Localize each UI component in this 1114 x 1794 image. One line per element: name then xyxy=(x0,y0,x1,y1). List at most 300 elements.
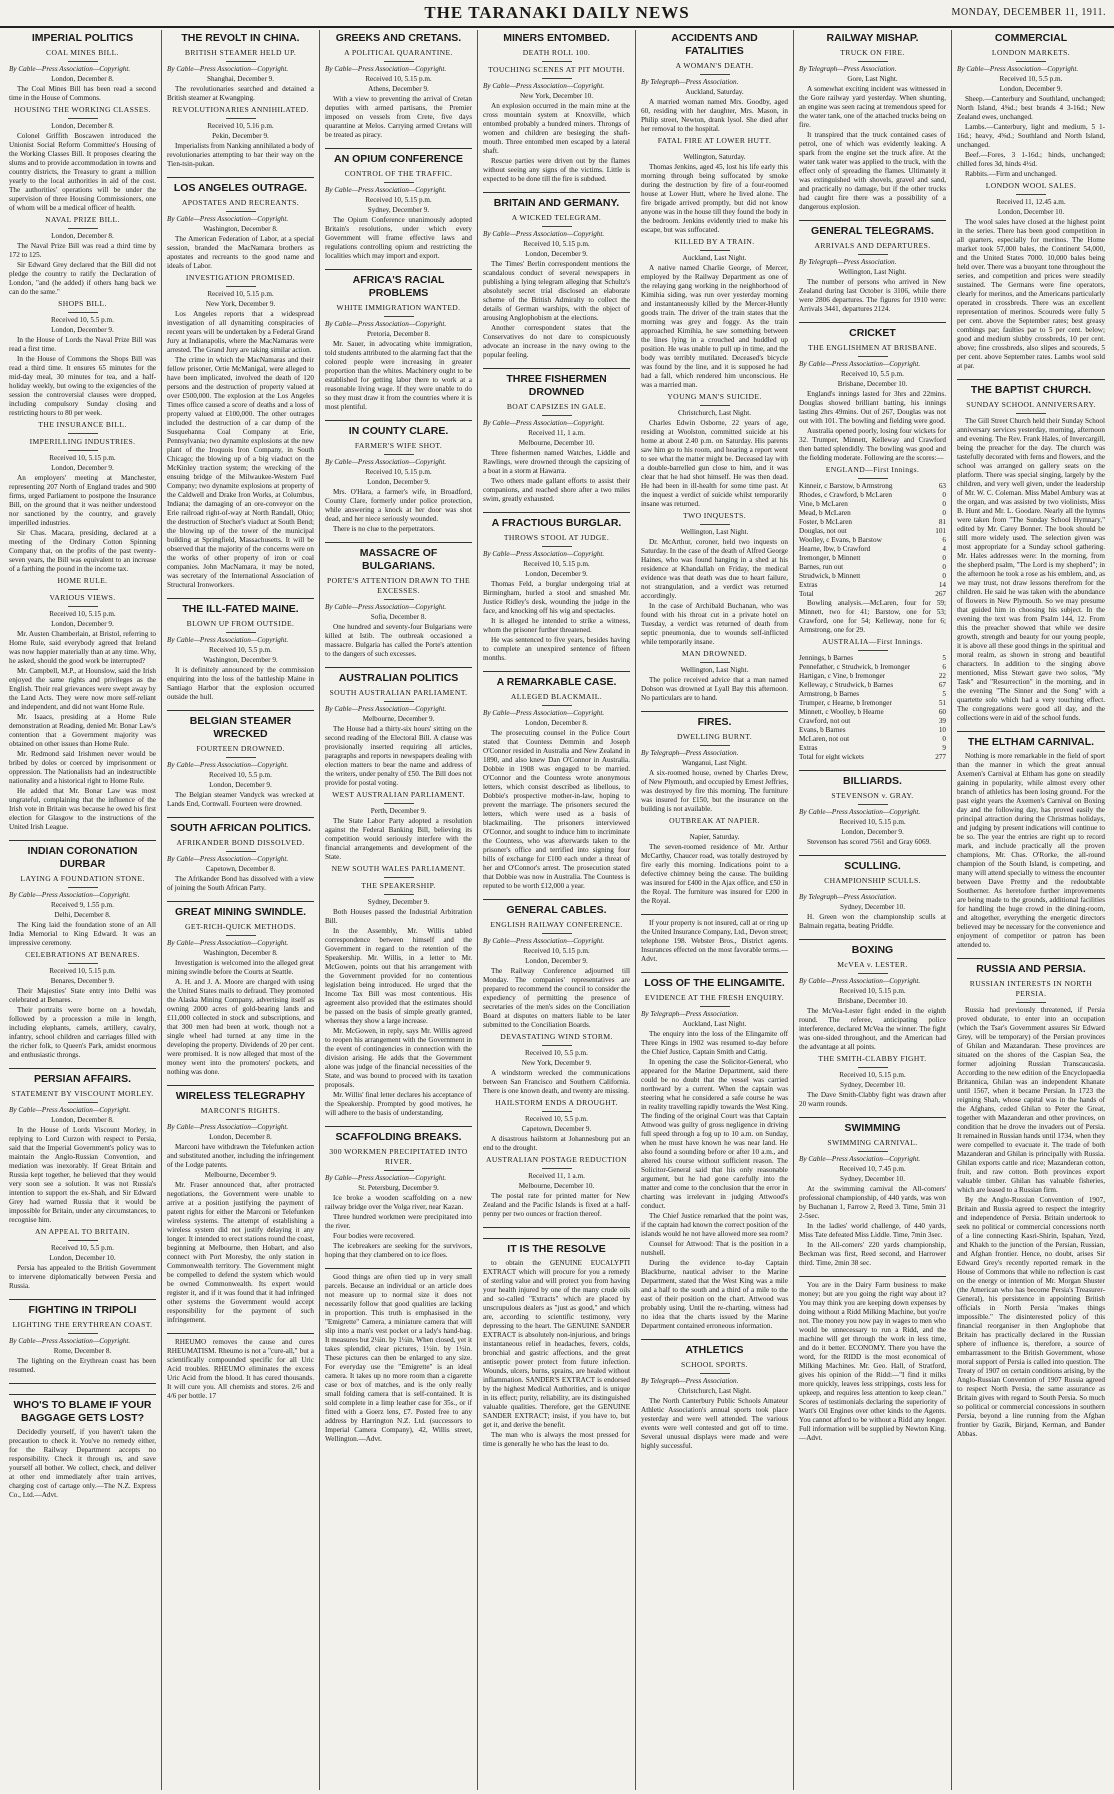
scorecard-row xyxy=(799,545,946,554)
article-dateline: Washington, December 8. xyxy=(203,225,278,233)
article-paragraph: Sir Chas. Macara, presiding, declared at a meeting of the Ordinary Cotton Spinning Company that, on the profits of the past twenty-seven years, the Bill was equivalent to an increase of a farthing the pound in the income tax. xyxy=(9,529,156,573)
article-paragraph: A somewhat exciting incident was witnessed in the Gore railway yard yesterday. When shunting, an engine was seen racing at tremendous speed for the water tank, one of the attached trucks being on fire. xyxy=(799,85,946,129)
article-dateline: Received 10, 5.15 p.m. xyxy=(523,560,590,568)
article-paragraph: The crime in which the MacNamaras and their fellow prisoner, Ortie McManigal, were alleged to have been implicated, involved the death of 120 persons and the destruction of property valued at over £500,000. The explosion at the Los Angeles Times office caused a score of deaths and a loss of property valued at £100,000. The other outrages included the destruction of a car dump of the Susquehanna Coal Company at Erie, Pennsylvania; two dynamite explosions at the new plant of the Iroquois Iron Company, in South Chicago; the blowing up of a big viaduct on the McKinley traction system; the wrecking of the ensuing bridge of the Milwaukee-Western Fuel Company; two dynamite explosions at property of the Caldwell and Drake Iron Works, at Columbus, Indiana; the damaging of an ore-conveyor on the Erie railroad right-of-way at North Randall, Ohio; the destruction of Stecher's viaduct at South Bend; the blowing up of the tower of the municipal building at Springfield, Massachusetts. It will be observed that the majority of the concerns were on the works of other property of iron or coal companies. John MacNamara, it may be noted, was secretary of the International Association of Structural Ironworkers. xyxy=(167,356,314,589)
article-headline: ACCIDENTS AND FATALITIES xyxy=(671,32,758,57)
article-dateline: Washington, December 9. xyxy=(203,656,278,664)
article-headline: LOS ANGELES OUTRAGE. xyxy=(167,177,314,195)
short-rule-divider xyxy=(384,454,414,455)
article-dateline: Christchurch, Last Night. xyxy=(677,409,752,417)
article-paragraph: Their portraits were borne on a howdah, followed by a procession a mile in length, including elephants, camels, artillery, cavalry, infantry, school children and carriages filled with the richer folk, to Queen's Park, amidst enormous and enthusiastic throngs. xyxy=(9,1006,156,1059)
scorecard-row xyxy=(799,726,946,735)
article-headline: MINERS ENTOMBED. xyxy=(503,32,610,44)
article xyxy=(483,368,630,504)
article xyxy=(167,710,314,809)
article-paragraph: The Naval Prize Bill was read a third time by 172 to 125. xyxy=(9,242,156,259)
runs-value: 0 xyxy=(942,735,946,743)
runs-value: 277 xyxy=(935,753,946,761)
runs-value: 14 xyxy=(938,581,946,589)
article-paragraph: Three hundred workmen were precipitated into the river. xyxy=(325,1213,472,1230)
article-dateline: Melbourne, December 10. xyxy=(518,439,595,447)
article-subheading: AFRIKANDER BOND DISSOLVED. xyxy=(176,838,305,847)
short-rule-divider xyxy=(858,889,888,890)
article-dateline: Sydney, December 10. xyxy=(840,1175,905,1183)
article xyxy=(325,542,472,659)
short-rule-divider xyxy=(384,316,414,317)
article-paragraph: It is definitely announced by the commission enquiring into the loss of the battleship Maine in Santiago Harbor that the explosion occurred outside the hull. xyxy=(167,666,314,701)
article-dateline: Received 10, 5.15 p.m. xyxy=(49,610,116,618)
runs-value: 5 xyxy=(942,690,946,698)
article-byline: By Cable—Press Association—Copyright. xyxy=(167,939,289,947)
article-headline: AN OPIUM CONFERENCE xyxy=(325,148,472,166)
batsman-entry: Kelleway, c Strudwick, b Barnes xyxy=(799,681,894,689)
short-rule-divider xyxy=(226,632,256,633)
article-subheading: A WICKED TELEGRAM. xyxy=(511,213,602,222)
scorecard-row xyxy=(799,717,946,726)
article-dateline: Shanghai, December 9. xyxy=(206,75,275,83)
article-dateline: London, December 8. xyxy=(51,1116,114,1124)
article-paragraph: Two others made gallant efforts to assist their companions, and reached shore after a two miles swim, greatly exhausted. xyxy=(483,477,630,503)
article-subheading: HOUSING THE WORKING CLASSES. xyxy=(14,105,151,114)
article xyxy=(641,32,788,703)
batsman-entry: Extras xyxy=(799,581,818,589)
article-paragraph: The Coal Mines Bill has been read a second time in the House of Commons. xyxy=(9,85,156,102)
article-byline: By Cable—Press Association—Copyright. xyxy=(799,360,921,368)
article-paragraph: In the House of Lords Viscount Morley, in replying to Lord Curzon with respect to Persia, said that the Imperial Government's policy was to maintain the Anglo-Russian Convention, and mediation was inexorably. If Great Britain and Russia kept together, he believed that they would very soon see a solution. It was not Russia's intention to support the ex-Shah, and Sir Edward Grey had warned Russia that it would be impossible for Britain, under any circumstances, to recognise him. xyxy=(9,1126,156,1224)
batsman-entry: Total xyxy=(799,590,814,598)
article-byline: By Cable—Press Association—Copyright. xyxy=(483,550,605,558)
short-rule-divider xyxy=(542,78,572,79)
article-subheading: LONDON WOOL SALES. xyxy=(985,181,1077,190)
article-headline: IMPERIAL POLITICS xyxy=(31,32,134,44)
batsman-entry: Armstrong, b Barnes xyxy=(799,690,860,698)
article-byline: By Cable—Press Association—Copyright. xyxy=(325,458,447,466)
article-byline: By Telegraph—Press Association. xyxy=(799,893,897,901)
article-headline: WHO'S TO BLAME IF YOUR BAGGAGE GETS LOST? xyxy=(9,1394,156,1425)
article-headline: THE BAPTIST CHURCH. xyxy=(957,379,1105,397)
article-dateline: Capetown, December 8. xyxy=(205,865,276,873)
article-byline: By Cable—Press Association—Copyright. xyxy=(167,215,289,223)
article-subheading: WEST AUSTRALIAN PARLIAMENT. xyxy=(332,790,465,799)
short-rule-divider xyxy=(384,182,414,183)
article xyxy=(9,840,156,1060)
article-subheading: MARCONI'S RIGHTS. xyxy=(200,1106,281,1115)
news-column xyxy=(952,30,1110,1790)
runs-value: 5 xyxy=(942,654,946,662)
short-rule-divider xyxy=(384,599,414,600)
article-dateline: Received 11, 12.45 a.m. xyxy=(996,198,1066,206)
batsman-entry: Kinneir, c Barstow, b Armstrong xyxy=(799,482,893,490)
article-dateline: Received 10, 5.5 p.m. xyxy=(525,1049,588,1057)
article-paragraph: Mrs. O'Hara, a farmer's wife, in Broadford, County Clare, formerly under police protection, while answering a knock at her door was shot dead, and her niece seriously wounded. xyxy=(325,488,472,523)
short-rule-divider xyxy=(226,61,256,62)
article-headline: LOSS OF THE ELINGAMITE. xyxy=(641,972,788,990)
article-byline: By Cable—Press Association—Copyright. xyxy=(167,65,289,73)
article-byline: By Cable—Press Association—Copyright. xyxy=(483,230,605,238)
runs-value: 267 xyxy=(935,590,946,598)
short-rule-divider xyxy=(226,211,256,212)
article-subheading: COAL MINES BILL. xyxy=(46,48,119,57)
scorecard-row xyxy=(799,554,946,563)
article-paragraph: The man who is always the most pressed for time is generally he who has the least to do. xyxy=(483,1431,630,1448)
article-paragraph: Ice broke a wooden scaffolding on a new railway bridge over the Volga river, near Kazan. xyxy=(325,1194,472,1211)
article-paragraph: Mr. Austen Chamberlain, at Bristol, referring to Home Rule, said everybody agreed that Ireland was now happier materially than at any time. Why, he asked, should the good work be interrupted? xyxy=(9,630,156,665)
article-dateline: Pekin, December 9. xyxy=(212,132,269,140)
short-rule-divider xyxy=(858,650,888,651)
advertisement xyxy=(167,1333,314,1401)
article-paragraph: An employers' meeting at Manchester, representing 207 North of England trades and 900 firms, urged Parliament to postpone the Insurance Bill, on the ground that it was neither understood nor sanctioned by the country, and gravely imperilled industries. xyxy=(9,474,156,527)
batsman-entry: Hearne, lbw, b Crawford xyxy=(799,545,871,553)
article-dateline: Christchurch, Last Night. xyxy=(677,1387,752,1395)
article-paragraph: Lambs.—Canterbury, light and medium, 5 1-16d.; heavy, 4⅝d.; Southland and North Island, unchanged. xyxy=(957,123,1105,149)
scorecard-row xyxy=(799,509,946,518)
article-subheading: LONDON MARKETS. xyxy=(991,48,1071,57)
article-paragraph: The wool sales have closed at the highest point in the series. There has been good competition in all quarters, especially for merinos. The Home market took 57,000 bales, the Continent 54,000, and the United States 7000. 10,000 bales being held over. There was a buoyant tone throughout the series, and competition and prices were steadily sustained. The Germans were fine operators, clearly for merinos, and the Americans particularly operated in crossbreds. There was an excellent representation of merinos. Scoureds were fully 5 per cent. above the September rates; best greasy combings par; faulties par to 5 per cent. below; good and medium slubby crossbreds, 10 per cent. above; fine crossbreds, also slipes and scoureds, 5 per cent. above September rates. Lambs wool sold at par. xyxy=(957,218,1105,370)
article xyxy=(9,1299,156,1375)
article xyxy=(641,711,788,906)
runs-value: 0 xyxy=(942,491,946,499)
article-subheading: CELEBRATIONS AT BENARES. xyxy=(25,950,140,959)
article-headline: BOXING xyxy=(799,939,946,957)
batsman-entry: Strudwick, b Minnett xyxy=(799,572,861,580)
article-paragraph: The Railway Conference adjourned till Monday. The companies' representatives are prepared to recommend the council to consider the expediency of permitting the presence of secretaries of the men's sides on the Conciliation Board at disputes on matters liable to be later submitted to the Conciliation Boards. xyxy=(483,967,630,1029)
short-rule-divider xyxy=(384,894,414,895)
article xyxy=(483,32,630,184)
short-rule-divider xyxy=(700,405,730,406)
article-paragraph: The Opium Conference unanimously adopted Britain's resolutions, under which every Government will frame effective laws and regulations controlling opium and restricting the localities which may import and export. xyxy=(325,216,472,260)
short-rule-divider xyxy=(68,228,98,229)
runs-value: 6 xyxy=(942,536,946,544)
article-dateline: New York, December 9. xyxy=(205,300,276,308)
article-dateline: Wellington, Last Night. xyxy=(680,528,749,536)
article-paragraph: A disastrous hailstorm at Johannesburg put an end to the drought. xyxy=(483,1135,630,1152)
advertisement xyxy=(799,1276,946,1443)
article-dateline: Received 10, 5.15 p.m. xyxy=(365,196,432,204)
batsman-entry: Rhodes, c Crawford, b McLaren xyxy=(799,491,893,499)
article xyxy=(957,32,1105,371)
article-subheading: OUTBREAK AT NAPIER. xyxy=(669,816,760,825)
article-paragraph: Mr. Willis' final letter declares his acceptance of the Speakership. Prompted by good motives, he will adhere to the basis of understanding. xyxy=(325,1091,472,1117)
article-paragraph: The Gill Street Church held their Sunday School anniversary services yesterday, morning, afternoon and evening. The Rev. Frank Hales, of Invercargill, being the preacher for the day. The church was tastefully decorated with ferns and flowers, and the school was arranged on gallery seats on the platform. There was special singing, largely by the children, and very well given, under the leadership of Mr. W. C. Coleman. Miss Mabel Ambury was at the organ, and was assisted by two violinists, Miss B. Hunt and Mr. L. Goodare. Nearly all the hymns were taken from "The Sunday School Hymnary," edited by Mr. Carey Bonner. The book should be still more widely used. The selection given was most appropriate for a Sunday school gathering. Mr. Hales addresses were: In the morning, from the shepherd psalm, "The Lord is my shepherd"; in the afternoon he took a rose as his emblem, and, as we may trust, not draw lessons therefrom for the children. He said he was taken with the abundance of flowers in New Plymouth. So we may presume that guided him in choosing his subject. In the evening the text was from Psalm 144, 12. From this the preacher showed that while we desire growth, strength and beauty for our young people, it is above all these good things in the spiritual and moral realm, as shown in strong and beautiful characters. In addition to the singing above mentioned, Miss Stewart gave two solos, "My Task" and "Resurrection" in the morning, and in the evening "The Sinner and the Song" with a quartette solo which had a very touching effect. The congregations were good all day, and the collections were in aid of the school funds. xyxy=(957,417,1105,722)
article-paragraph: England's innings lasted for 3hrs and 22mins. Douglas showed brilliant batting, his innings lasting 2hrs 49mins. Out of 267, Douglas was not out with 101. The bowling and fielding were good. xyxy=(799,390,946,425)
batsman-entry: Mead, b McLaren xyxy=(799,509,851,517)
batsman-entry: Barnes, run out xyxy=(799,563,844,571)
article-paragraph: An explosion occurred in the main mine at the cross mountain system at Knoxville, which entombed probably a hundred miners. Throngs of women and children are besieging the shaft-mouth. Three entombed men escaped by a lateral shaft. xyxy=(483,102,630,155)
runs-value: 51 xyxy=(938,699,946,707)
article-headline: THE ELTHAM CARNIVAL. xyxy=(957,731,1105,749)
article-headline: THREE FISHERMEN DROWNED xyxy=(483,368,630,399)
short-rule-divider xyxy=(68,61,98,62)
article-byline: By Cable—Press Association—Copyright. xyxy=(9,1337,131,1345)
article-paragraph: In the case of Archibald Buchanan, who was found with his throat cut in a private hotel on Tuesday, a verdict was returned of death from septic pneumonia, due to wounds self-inflicted while temporarily insane. xyxy=(641,602,788,646)
article-paragraph: It transpired that the truck contained cases of petrol, one of which was evidently leaking. A spark from the engine set the truck afire. At the water tank water was applied to the truck, with the effect only of spreading the flames. Ultimately it was extinguished with shovels, gravel and sand, and practically no damage, but if the other trucks had caught fire there was a possibility of a dangerous explosion. xyxy=(799,131,946,211)
article-dateline: Melbourne, December 9. xyxy=(362,715,435,723)
article-paragraph: If your property is not insured, call at or ring up the United Insurance Company, Ltd., Devon street; telephone 198. Webster Bros., District agents. Insurances effected on the most favorable terms.—Advt. xyxy=(641,919,788,963)
article-paragraph: The Dave Smith-Clabby fight was drawn after 20 warm rounds. xyxy=(799,1091,946,1108)
short-rule-divider xyxy=(384,877,414,878)
article-paragraph: Mr. Campbell, M.P., at Hounslow, said the Irish enjoyed the same rights and privileges as the English. Their real grievances were swept away by the Land Acts. They were now more self-reliant and independent, and did not want Home Rule. xyxy=(9,667,156,711)
article xyxy=(641,972,788,1331)
article-dateline: Received 10, 5.5 p.m. xyxy=(999,75,1063,83)
article-subheading: DEVASTATING WIND STORM. xyxy=(500,1032,613,1041)
article-dateline: Received 10, 5.15 p.m. xyxy=(839,818,906,826)
article-dateline: Brisbane, December 10. xyxy=(837,380,908,388)
article xyxy=(325,32,472,140)
article-subheading: NEW SOUTH WALES PARLIAMENT. xyxy=(331,864,466,873)
short-rule-divider xyxy=(1016,413,1046,414)
article xyxy=(957,379,1105,723)
runs-value: 6 xyxy=(942,663,946,671)
article-dateline: Received 10, 5.5 p.m. xyxy=(209,646,272,654)
article-paragraph: Imperialists from Nanking annihilated a body of revolutionaries attempting to bar their way on the Tien-tsin-pukan. xyxy=(167,142,314,168)
article-paragraph: Thomas Feld, a burglar undergoing trial at Birmingham, hurled a stool and smashed Mr. Justice Ridley's desk, wounding the judge in the face, and knocking off his wig and spectacles. xyxy=(483,580,630,615)
article-headline: SCAFFOLDING BREAKS. xyxy=(325,1126,472,1144)
article-headline: COMMERCIAL xyxy=(994,32,1068,44)
article-paragraph: He was sentenced to five years, besides having to complete an unexpired sentence of fifteen months. xyxy=(483,636,630,662)
article-dateline: New York, December 9. xyxy=(521,1059,592,1067)
advertisement xyxy=(9,1383,156,1500)
runs-value: 9 xyxy=(942,744,946,752)
article-paragraph: The House had a thirty-six hours' sitting on the second reading of the Electoral Bill. A clause was provisionally inserted requiring all articles, paragraphs and reports in newspapers dealing with election matters to bear the name and address of the writers, under penalty of £50. The Bill does not provide for postal voting. xyxy=(325,725,472,787)
article xyxy=(9,32,156,832)
article-paragraph: Sir Edward Grey declared that the Bill did not pledge the country to ratify the Declaration of London, "and (he added) if others hang back we can do the same." xyxy=(9,261,156,296)
scorecard-row xyxy=(799,663,946,672)
scorecard-row xyxy=(799,735,946,744)
article-subheading: FATAL FIRE AT LOWER HUTT. xyxy=(657,136,772,145)
scorecard-row xyxy=(799,491,946,500)
short-rule-divider xyxy=(542,415,572,416)
article-paragraph: Australia opened poorly, losing four wickets for 32. Trumper, Minnett, Kelleway and Crawford then batted splendidly. The bowling was good and the fielding moderate. Following are the scores:— xyxy=(799,427,946,462)
article-dateline: Melbourne, December 10. xyxy=(518,1182,595,1190)
article-subheading: SCHOOL SPORTS. xyxy=(681,1360,748,1369)
runs-value: 60 xyxy=(938,708,946,716)
advertisement xyxy=(641,914,788,964)
article-dateline: London, December 10. xyxy=(997,208,1065,216)
short-rule-divider xyxy=(384,701,414,702)
article-dateline: Wellington, Last Night. xyxy=(838,268,907,276)
article-subheading: THE SMITH-CLABBY FIGHT. xyxy=(818,1054,927,1063)
article-dateline: London, December 9. xyxy=(525,250,588,258)
short-rule-divider xyxy=(68,887,98,888)
article-byline: By Cable—Press Association—Copyright. xyxy=(167,855,289,863)
article-byline: By Cable—Press Association—Copyright. xyxy=(799,1155,921,1163)
article-headline: INDIAN CORONATION DURBAR xyxy=(9,840,156,871)
short-rule-divider xyxy=(384,1170,414,1171)
article-paragraph: The McVea-Lester fight ended in the eighth round. The referee, anticipating police interference, declared McVea the winner. The fight was one-sided throughout, and the American had the advantage at all points. xyxy=(799,1007,946,1051)
article-byline: By Cable—Press Association—Copyright. xyxy=(325,1174,447,1182)
article-headline: CRICKET xyxy=(799,322,946,340)
article-paragraph: Both Houses passed the Industrial Arbitration Bill. xyxy=(325,908,472,925)
news-column xyxy=(320,30,478,1790)
batsman-entry: Pennefather, c Strudwick, b Iremonger xyxy=(799,663,911,671)
article-dateline: London, December 8. xyxy=(51,75,114,83)
article-paragraph: Investigation is welcomed into the alleged great mining swindle before the Courts at Seattle. xyxy=(167,959,314,976)
runs-value: 67 xyxy=(938,681,946,689)
article-dateline: New York, December 10. xyxy=(519,92,594,100)
article-dateline: Pretoria, December 8. xyxy=(366,330,431,338)
article xyxy=(325,148,472,261)
short-rule-divider xyxy=(226,1119,256,1120)
short-rule-divider xyxy=(68,1240,98,1241)
article xyxy=(325,269,472,412)
article-headline: RAILWAY MISHAP. xyxy=(826,32,919,44)
article-paragraph: The King laid the foundation stone of an All India Memorial to King Edward. It was an impressive ceremony. xyxy=(9,921,156,947)
short-rule-divider xyxy=(700,74,730,75)
article-paragraph: Rescue parties were driven out by the flames without seeing any signs of the victims. Little is expected to be done till the fire is subdued. xyxy=(483,157,630,183)
article-dateline: Perth, December 9. xyxy=(370,807,427,815)
article-paragraph: Marconi have withdrawn the Telefunken action and substituted another, including the infringement of the Lodge patents. xyxy=(167,1143,314,1169)
article-byline: By Cable—Press Association—Copyright. xyxy=(9,65,131,73)
short-rule-divider xyxy=(542,226,572,227)
article-subheading: LAYING A FOUNDATION STONE. xyxy=(20,874,145,883)
runs-value: 22 xyxy=(938,672,946,680)
article-dateline: London, December 9. xyxy=(367,478,430,486)
runs-value: 81 xyxy=(938,518,946,526)
article-paragraph: Thomas Jenkins, aged 45, lost his life early this morning through being suffocated by smoke during the destruction by fire of a four-roomed house at Lower Hutt, where he lived alone. The fire brigade arrived promptly, but did not know anyone was in the house till they found the body in the bedroom. Jenkins evidently tried to make his escape, but was suffocated. xyxy=(641,163,788,234)
news-column xyxy=(478,30,636,1790)
article xyxy=(799,32,946,212)
article-byline: By Cable—Press Association—Copyright. xyxy=(325,320,447,328)
article-paragraph: Their Majesties' State entry into Delhi was celebrated at Benares. xyxy=(9,987,156,1004)
article-dateline: London, December 9. xyxy=(51,326,114,334)
batsman-entry: Douglas, not out xyxy=(799,527,847,535)
article-dateline: Received 10, 5.15 p.m. xyxy=(365,75,432,83)
article-headline: SCULLING. xyxy=(799,855,946,873)
article-paragraph: A native named Charlie George, of Mercer, employed by the Railway Department as one of the relaying gang working in the neighborhood of Kimihia siding, was run over yesterday morning and instantaneously killed by the Mercer-Huntly goods train. The driver of the train states that the morning was grey and foggy. As the train approached Kimihia, he saw something between the lines lying in a crouched and huddled up position. He was unable to pull up in time, and the body was terribly mutilated. Deceased's bicycle was found by the line, and it is supposed he had had a fall, which rendered him unconscious. He was a married man. xyxy=(641,264,788,389)
batsman-entry: Minnett, c Woolley, b Hearne xyxy=(799,708,884,716)
article-subheading: GET-RICH-QUICK METHODS. xyxy=(184,922,296,931)
article-paragraph: The Belgian steamer Vandyck was wrecked at Lands End, Cornwall. Fourteen were drowned. xyxy=(167,791,314,808)
article-paragraph: Nothing is more remarkable in the field of sport than the manner in which the great annual Axemen's Carnival at Eltham has gone on steadily gaining in popularity, while almost every other branch of athletics has been losing ground. For the past eight years the Axemen's Carnival on Boxing day and the following day, has proved easily the principal attraction during the Christmas holidays, and judging by present indications will continue to be so. The year the entries are right up to record mark, and include practically all the proven champions, Mr. Chas. O'Rorke, the all-round champion of the South Island, is competing, and many will attend specially to witness the encounter between Dave Prettty and the redoubtable Southerner. As heretofore further improvements are being made to the grounds, additional facilities for handling the huge crowd in the dining-room, and altogether, everything the energetic directors believed may be necessary for the convenience and enjoyment of competitor or patron has been attended to. xyxy=(957,752,1105,949)
article xyxy=(799,939,946,1109)
article-dateline: Sydney, December 10. xyxy=(840,1081,905,1089)
article-headline: GENERAL CABLES. xyxy=(483,899,630,917)
news-columns xyxy=(4,30,1110,1790)
runs-value: 0 xyxy=(942,509,946,517)
batsman-entry: Woolley, c Evans, b Barstow xyxy=(799,536,882,544)
runs-value: 4 xyxy=(942,545,946,553)
scorecard-row xyxy=(799,572,946,581)
article-subheading: FARMER'S WIFE SHOT. xyxy=(354,441,443,450)
article-headline: PERSIAN AFFAIRS. xyxy=(9,1068,156,1086)
scorecard-row xyxy=(799,681,946,690)
article-dateline: Sydney, December 10. xyxy=(840,903,905,911)
article-byline: By Telegraph—Press Association. xyxy=(641,1010,739,1018)
article-subheading: DEATH ROLL 100. xyxy=(522,48,591,57)
short-rule-divider xyxy=(384,61,414,62)
article-dateline: Wanganui, Last Night. xyxy=(682,759,747,767)
article-subheading: STEVENSON v. GRAY. xyxy=(831,791,914,800)
article-headline: ATHLETICS xyxy=(641,1339,788,1357)
short-rule-divider xyxy=(68,1333,98,1334)
article-dateline: Received 10, 5.5 p.m. xyxy=(51,1244,114,1252)
article xyxy=(799,322,946,762)
short-rule-divider xyxy=(858,1151,888,1152)
article-subheading: ALLEGED BLACKMAIL. xyxy=(510,692,603,701)
article-headline: BILLIARDS. xyxy=(799,770,946,788)
short-rule-divider xyxy=(226,851,256,852)
article-paragraph: to obtain the GENUINE EUCALYPTI EXTRACT which will procure for you a remedy of sterling value and will protect you from having your health injured by one of the many crude oils and so-called "Extracts" which are placed by unscrupulous dealers as "just as good," and which are, according to scientific testimony, very depressing to the heart. The GENUINE SANDER EXTRACT is absolutely non-injurious, and brings instantaneous relief in headaches, fevers, colds, bronchial and gastric affections, and the great antiseptic power protect from future infection. Wounds, ulcers, burns, sprains, are healed without inflammation. SANDER'S EXTRACT is endorsed by the highest Medical Authorities, and is unique in its effect; purity, reliability, are its distinguished valuable qualities. Therefore, get the GENUINE SANDER EXTRACT; insist, if you have to, but get it, and derive the benefit. xyxy=(483,1259,630,1429)
issue-date: MONDAY, DECEMBER 11, 1911. xyxy=(951,7,1106,18)
article-subheading: AUSTRALIA—First Innings. xyxy=(822,637,923,646)
article xyxy=(167,32,314,169)
short-rule-divider xyxy=(1016,194,1046,195)
article-dateline: London, December 8. xyxy=(525,719,588,727)
short-rule-divider xyxy=(700,1373,730,1374)
scorecard-row xyxy=(799,690,946,699)
article-subheading: A WOMAN'S DEATH. xyxy=(675,61,754,70)
runs-value: 39 xyxy=(938,717,946,725)
article-paragraph: The Afrikander Bond has dissolved with a view of joining the South African Party. xyxy=(167,875,314,892)
runs-value: 0 xyxy=(942,554,946,562)
article-dateline: Delhi, December 8. xyxy=(54,911,111,919)
article-paragraph: A six-roomed house, owned by Charles Drew, of New Plymouth, and occupied by Ernest Jeffries, was destroyed by fire this morning. The furniture was insured for £150, but the insurance on the building is not available. xyxy=(641,769,788,813)
article-paragraph: Mr. Isaacs, presiding at a Home Rule demonstration at Reading, denied Mr. Bonar Law's contention that a Government majority was obtained on other issues than Home Rule. xyxy=(9,713,156,748)
article-subheading: BRITISH STEAMER HELD UP. xyxy=(184,48,297,57)
article-subheading: TOUCHING SCENES AT PIT MOUTH. xyxy=(488,65,625,74)
article-paragraph: Persia has appealed to the British Government to intervene diplomatically between Persia and Russia. xyxy=(9,1264,156,1290)
short-rule-divider xyxy=(1016,61,1046,62)
runs-value: 63 xyxy=(938,482,946,490)
news-column xyxy=(794,30,952,1790)
article-paragraph: Rabbits.—Firm and unchanged. xyxy=(965,170,1057,178)
batsman-entry: Extras xyxy=(799,744,818,752)
article-paragraph: In the Assembly, Mr. Willis tabled correspondence between himself and the Government in regard to the retention of the Speakership. Mr. Willis, in a letter to Mr. McGowen, points out that his arrangement with the Government provided for no contentious legislation being introduced. He urged that the Income Tax Bill was most contentious. His agreement also provided that the estimates should be passed on the basis of simple greatly granted, whereas they show a large increase. xyxy=(325,927,472,1025)
batsman-entry: Trumper, c Hearne, b Iremonger xyxy=(799,699,892,707)
article-paragraph: Good things are often tied up in very small parcels. Because an individual or an article does not measure up to normal size it does not necessarily follow that good qualities are lacking in proportion. This truth is emphasised in the "Emigrette" Camera, a miniature camera that will slip into a man's vest pocket or a lady's hand-bag. It measures but 2¼in. by 1¼in. When closed, yet it takes splendid, clear pictures, 1½in. by 1½in. These pictures can then be enlarged to any size. For everyday use the "Emigrette" is an ideal camera. It takes up no more room than a cigarette case or box of matches, and is the only really small folding camera that is self-contained. It is sold complete in a limp leather case for 35s., or if fitted with a Goerz lens, £7. Posted free to any address by Harrington N.Z. Ltd. (successors to Imperial Camera Company), 42, Willis street, Wellington.—Advt. xyxy=(325,1273,472,1443)
article-byline: By Cable—Press Association—Copyright. xyxy=(9,891,131,899)
article-byline: By Cable—Press Association—Copyright. xyxy=(167,636,289,644)
article-headline: A FRACTIOUS BURGLAR. xyxy=(483,512,630,530)
short-rule-divider xyxy=(858,356,888,357)
article-subheading: McVEA v. LESTER. xyxy=(837,960,908,969)
article xyxy=(167,901,314,1077)
article-headline: BRITAIN AND GERMANY. xyxy=(483,192,630,210)
scorecard-table xyxy=(799,654,946,762)
article-dateline: Rome, December 8. xyxy=(53,1347,112,1355)
article-dateline: St. Petersburg, December 9. xyxy=(358,1184,439,1192)
short-rule-divider xyxy=(542,61,572,62)
article-dateline: London, December 8. xyxy=(209,1133,272,1141)
article xyxy=(167,817,314,893)
article xyxy=(167,1085,314,1325)
article-dateline: Auckland, Saturday. xyxy=(685,88,744,96)
scorecard-row xyxy=(799,482,946,491)
article-paragraph: Mr. Fraser announced that, after protracted negotiations, the Government were unable to arrive at a position justifying the payment of patent rights for either the Marconi or Telefunken wireless systems. The attempt of establishing a wireless system did not justify delaying it any longer. It intended to erect stations round the coast, beginning at Melbourne, then Hobart, and also connect with Port Moresby, the only station in Commonwealth territory. The Government might be compelled to defend the system which would be owned Commonwealth. Its expert would register it, and if it was found that it had infringed other systems the Government would accept responsibility for the payment of such infringement. xyxy=(167,1181,314,1324)
article-byline: By Telegraph—Press Association. xyxy=(799,258,897,266)
article xyxy=(483,192,630,360)
article-paragraph: A windstorm wrecked the communications between San Francisco and Southern California. There is one known death, and twenty are missing. xyxy=(483,1069,630,1095)
scorecard-row xyxy=(799,744,946,753)
article-headline: FIGHTING IN TRIPOLI xyxy=(9,1299,156,1317)
short-rule-divider xyxy=(68,606,98,607)
article-dateline: London, December 8. xyxy=(51,122,114,130)
article-dateline: Brisbane, December 10. xyxy=(837,997,908,1005)
article-paragraph: The enquiry into the loss of the Elingamite off Three Kings in 1902 was resumed to-day before the Chief Justice, Captain Smith and Cattig. xyxy=(641,1030,788,1056)
article-subheading: THE INSURANCE BILL. xyxy=(38,420,127,429)
short-rule-divider xyxy=(858,804,888,805)
scorecard-table xyxy=(799,482,946,599)
article-subheading: THE SPEAKERSHIP. xyxy=(361,881,436,890)
article-paragraph: The icebreakers are seeking for the survivors, hoping that they clambered on to ice floes. xyxy=(325,1242,472,1259)
article-subheading: AUSTRALIAN POSTAGE REDUCTION xyxy=(486,1155,627,1164)
article-paragraph: You are in the Dairy Farm business to make money; but are you going the right way about it? You may think you are keeping down expenses by doing without a Ridd Milking Machine, but you're not. The money you now pay in wages to men who would be unnecessary to run a Ridd, and the machine will get through the work in less time, and do it better. ECONOMY. There you have the word, for the RIDD is the most economical of Milking Machines. Mr. Geo. Hall, of Stratford, gives his opinion of the Ridd:—"I find it milks more quickly, leaves less strippings, costs less for upkeep, and requires less attention to keep clean." Scores of testimonials declaring the superiority of Watt's Oil Engines over other kinds to the Agents. You cannot afford to be without a Ridd any longer. Full information will be supplied by Newton King.—Advt. xyxy=(799,1281,946,1442)
article xyxy=(325,1126,472,1260)
article-paragraph: The Chief Justice remarked that the point was, if the captain had known the correct position of the islands would he not have allowed more sea room? xyxy=(641,1212,788,1238)
scorecard-row xyxy=(799,699,946,708)
batsman-entry: Evans, b Barnes xyxy=(799,726,846,734)
article-headline: AUSTRALIAN POLITICS xyxy=(325,667,472,685)
